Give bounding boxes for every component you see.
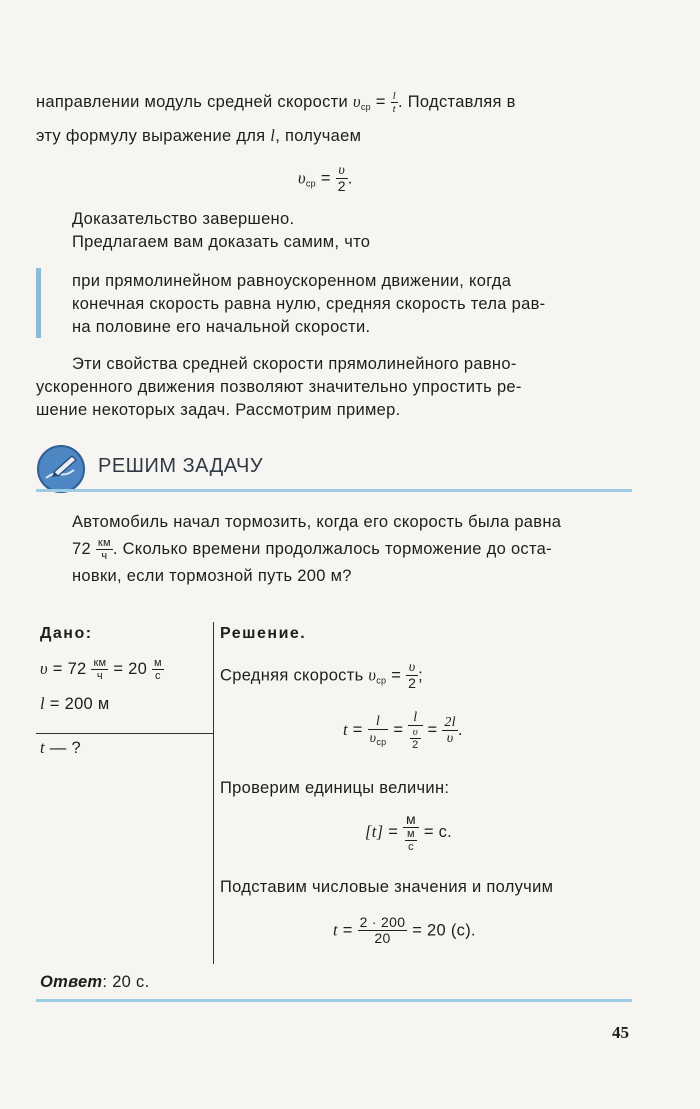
text-fragment: — ? <box>49 739 81 757</box>
proof-invite: Предлагаем вам доказать самим, что <box>72 233 371 251</box>
given-label: Дано: <box>40 625 93 642</box>
denominator: с <box>408 841 414 854</box>
equals: = <box>315 169 336 188</box>
fraction-v-over-2 <box>410 726 420 751</box>
numerator: l <box>408 710 422 726</box>
formula-result <box>333 915 476 947</box>
numerator: км <box>93 657 107 669</box>
text-fragment: . Подставляя в <box>398 92 516 111</box>
symbol-l: l <box>270 126 276 145</box>
numerator: 2 · 200 <box>359 914 406 930</box>
fraction-calc <box>358 915 408 947</box>
text-fragment: = 200 м <box>49 695 110 713</box>
text-fragment: , получаем <box>275 127 362 145</box>
symbol-t: t <box>333 920 338 940</box>
pen-writing-icon <box>36 444 86 494</box>
fraction-m-over-m-per-s <box>403 812 419 854</box>
text-line <box>36 126 361 146</box>
text-fragment: = 20 <box>113 659 148 678</box>
table-vertical-divider <box>213 622 214 964</box>
unit-t: [t] <box>365 822 384 842</box>
denominator: ч <box>96 670 103 683</box>
numerator: м <box>153 657 162 669</box>
speed-value: 72 <box>72 539 91 558</box>
equals: = <box>370 92 391 111</box>
numerator: м <box>403 812 419 828</box>
page-number: 45 <box>612 1023 629 1042</box>
equals: = <box>386 666 407 685</box>
bottom-divider <box>36 999 632 1002</box>
denominator: 20 <box>374 930 391 947</box>
highlight-line: конечная скорость равна нулю, средняя скорость тела рав- <box>72 295 546 313</box>
denominator <box>408 726 422 751</box>
symbol-v: υ <box>40 658 48 678</box>
text-fragment: = с. <box>423 823 453 842</box>
numerator: l <box>368 714 389 730</box>
subscript: ср <box>360 101 371 112</box>
subscript: ср <box>376 737 387 748</box>
text-line <box>36 90 516 115</box>
denominator: 2 <box>408 675 417 692</box>
denominator: 2 <box>412 739 419 752</box>
symbol-t: t <box>343 720 348 740</box>
denominator: 2 <box>337 178 346 195</box>
given-distance <box>40 694 110 714</box>
unit-km-per-h <box>96 537 113 562</box>
symbol-t: t <box>40 738 45 757</box>
period: . <box>457 721 463 740</box>
proof-complete: Доказательство завершено. <box>72 210 295 228</box>
problem-line: Автомобиль начал тормозить, когда его скорость была равна <box>72 513 562 531</box>
formula-time <box>343 710 463 752</box>
paragraph-line: Эти свойства средней скорости прямолинейного равно- <box>72 355 517 373</box>
denominator: υ <box>446 731 454 747</box>
symbol-l: l <box>40 694 45 713</box>
symbol-v: υ <box>352 91 361 111</box>
fraction-v-over-2 <box>406 660 418 692</box>
text-fragment: эту формулу выражение для <box>36 127 271 145</box>
find-quantity <box>40 738 81 758</box>
answer-value: : 20 с. <box>102 973 150 991</box>
text-fragment: . Сколько времени продолжалось торможение до оста- <box>112 539 552 558</box>
text-fragment: Средняя скорость <box>220 666 369 685</box>
solution-avg-speed <box>220 660 423 692</box>
semicolon: ; <box>418 666 424 685</box>
section-divider <box>36 489 632 492</box>
subscript: ср <box>305 178 316 189</box>
unit-km-per-h <box>91 657 108 682</box>
numerator: l <box>392 90 396 102</box>
symbol-v: υ <box>298 168 306 188</box>
fraction-l-over-vcp <box>368 714 389 748</box>
denominator: с <box>155 670 161 683</box>
unit-m-per-s <box>152 657 164 682</box>
denominator <box>368 730 389 748</box>
equals: = <box>347 721 368 740</box>
fraction-v-over-2 <box>336 163 348 195</box>
check-units-text: Проверим единицы величин: <box>220 779 450 797</box>
text-fragment: направлении модуль средней скорости <box>36 92 353 111</box>
given-divider <box>36 733 213 734</box>
fraction-l-over-v-half <box>408 710 422 752</box>
section-title: РЕШИМ ЗАДАЧУ <box>98 455 264 477</box>
problem-line: новки, если тормозной путь 200 м? <box>72 567 352 585</box>
fraction-2l-over-v <box>442 715 458 747</box>
numerator: υ <box>406 660 418 676</box>
denominator <box>403 828 419 853</box>
paragraph-line: шение некоторых задач. Рассмотрим пример. <box>36 401 401 419</box>
text-fragment: = 72 <box>52 659 87 678</box>
numerator: υ <box>336 163 348 179</box>
fraction-m-over-s <box>405 828 417 853</box>
answer-label: Ответ <box>40 973 103 991</box>
units-formula: [t] = $\frac{м}{\frac{м}{с}}$ = с. <box>365 811 453 854</box>
denominator: t <box>392 103 396 116</box>
text-fragment: = 20 (с). <box>412 921 476 940</box>
substitute-text: Подставим числовые значения и получим <box>220 878 554 896</box>
formula-avg-speed <box>298 163 353 195</box>
denominator: ч <box>101 550 108 563</box>
subscript: ср <box>376 675 387 686</box>
paragraph-line: ускоренного движения позволяют значительно упростить ре- <box>36 378 522 396</box>
highlight-line: на половине его начальной скорости. <box>72 318 371 336</box>
equals: = <box>388 721 409 740</box>
equals: = <box>337 921 358 940</box>
period: . <box>347 169 353 188</box>
answer-line <box>40 973 149 992</box>
fraction-l-over-t <box>391 90 398 115</box>
numerator: 2l <box>444 714 456 730</box>
given-speed <box>40 657 164 682</box>
highlight-line: при прямолинейном равноускоренном движении, когда <box>72 272 512 290</box>
symbol-v: υ <box>369 731 377 747</box>
numerator: км <box>97 537 111 549</box>
solution-label: Решение. <box>220 625 307 642</box>
numerator: υ <box>410 726 420 739</box>
symbol-v: υ <box>368 665 377 685</box>
numerator: м <box>407 828 415 841</box>
problem-line <box>72 537 552 562</box>
equals: = <box>422 721 443 740</box>
highlight-bar <box>36 268 41 338</box>
